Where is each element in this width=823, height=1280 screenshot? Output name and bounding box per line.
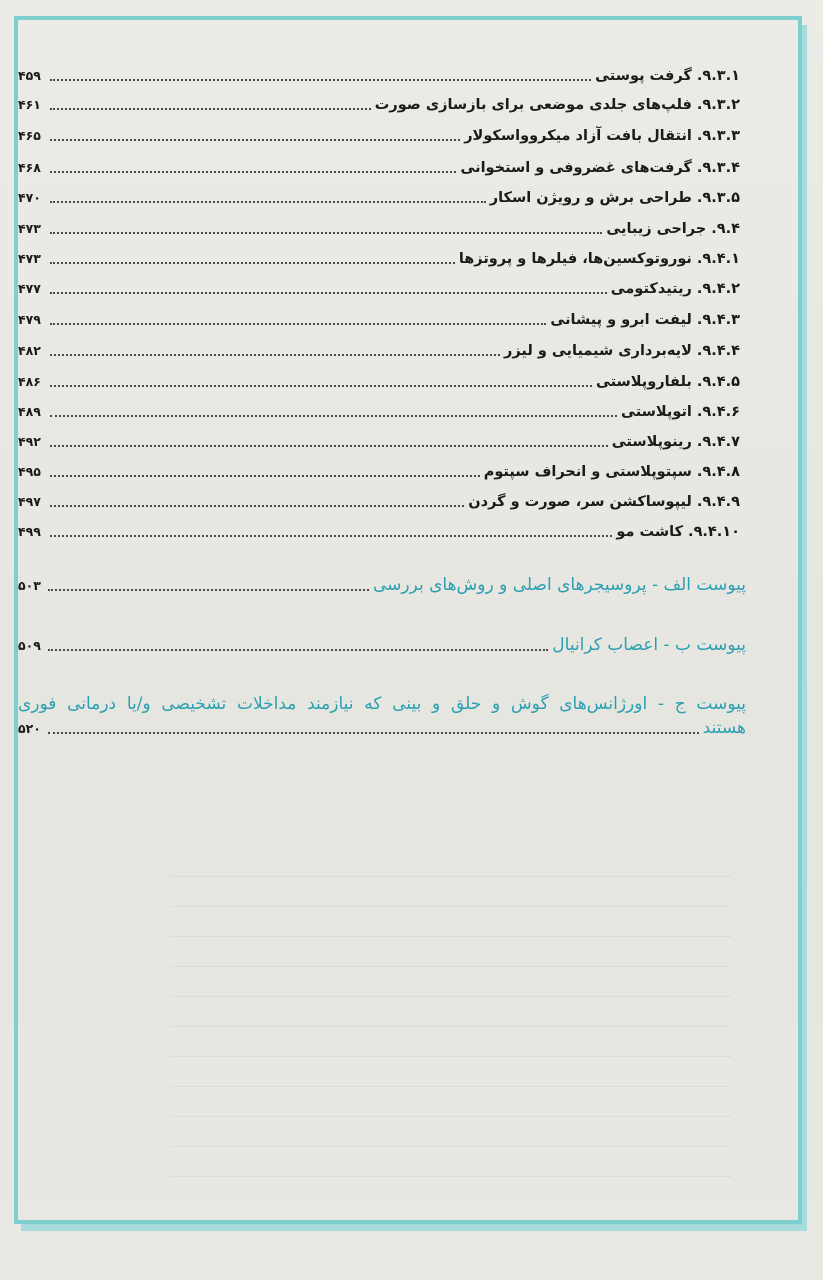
toc-entry-title: ۹.۳.۳. انتقال بافت آزاد میکروواسکولار xyxy=(464,128,740,144)
toc-entry[interactable] xyxy=(18,273,740,299)
toc-entry[interactable] xyxy=(18,335,740,361)
toc-entry-title: ۹.۴.۱. نوروتوکسین‌ها، فیلرها و پروتزها xyxy=(458,251,740,267)
toc-entry-page: ۴۹۹ xyxy=(18,524,41,539)
toc-entry-page: ۴۸۶ xyxy=(18,374,41,389)
toc-entry-title: ۹.۴.۹. لیپوساکشن سر، صورت و گردن xyxy=(468,494,740,510)
leader-dots xyxy=(48,589,369,591)
leader-dots xyxy=(50,415,617,417)
toc-entry[interactable] xyxy=(18,366,740,392)
toc-entry-title: ۹.۴.۶. اتوپلاستی xyxy=(621,404,740,420)
toc-entry-page: ۴۵۹ xyxy=(18,68,41,83)
leader-dots xyxy=(50,292,607,294)
toc-entry-title: ۹.۳.۱. گرفت پوستی xyxy=(595,68,740,84)
toc-entry[interactable] xyxy=(18,426,740,452)
toc-entry-page: ۴۷۷ xyxy=(18,281,41,296)
toc-entry[interactable] xyxy=(18,516,740,542)
leader-dots xyxy=(50,262,455,264)
toc-entry[interactable] xyxy=(18,182,740,208)
toc-entry-title: ۹.۴.۷. رینوپلاستی xyxy=(611,434,740,450)
leader-dots xyxy=(48,649,548,651)
toc-entry-page: ۴۷۳ xyxy=(18,251,41,266)
toc-entry-title: ۹.۴.۴. لایه‌برداری شیمیایی و لیزر xyxy=(504,343,740,359)
leader-dots xyxy=(50,79,591,81)
toc-entry[interactable] xyxy=(18,89,740,115)
toc-entry-title: ۹.۳.۵. طراحی برش و رویژن اسکار xyxy=(489,190,740,206)
toc-entry-page: ۴۷۳ xyxy=(18,221,41,236)
toc-entry-title: ۹.۳.۲. فلپ‌های جلدی موضعی برای بازسازی صورت xyxy=(374,97,740,113)
toc-entry-page: ۴۹۷ xyxy=(18,494,41,509)
appendix-b-page: ۵۰۹ xyxy=(18,638,41,653)
leader-dots xyxy=(50,323,546,325)
leader-dots xyxy=(50,505,464,507)
toc-entry-title: ۹.۴.۸. سپتوپلاستی و انحراف سپتوم xyxy=(483,464,740,480)
appendix-a-entry[interactable] xyxy=(18,573,746,597)
toc-entry-title: ۹.۴.۱۰. کاشت مو xyxy=(616,524,740,540)
toc-entry-page: ۴۶۵ xyxy=(18,128,41,143)
toc-entry-page: ۴۹۵ xyxy=(18,464,41,479)
leader-dots xyxy=(50,385,592,387)
leader-dots xyxy=(50,445,608,447)
toc-entry[interactable] xyxy=(18,60,740,86)
appendix-a-page: ۵۰۳ xyxy=(18,578,41,593)
toc-entry-title: ۹.۴. جراحی زیبایی xyxy=(606,221,740,237)
toc-entry[interactable] xyxy=(18,304,740,330)
toc-entry[interactable] xyxy=(18,243,740,269)
leader-dots xyxy=(50,232,602,234)
toc-entry-page: ۴۸۹ xyxy=(18,404,41,419)
leader-dots xyxy=(50,354,500,356)
toc-entry-title: ۹.۴.۲. ریتیدکتومی xyxy=(610,281,740,297)
toc-entry[interactable] xyxy=(18,396,740,422)
toc-entry-title: ۹.۴.۵. بلفاروپلاستی xyxy=(595,374,740,390)
appendix-c-title-line1[interactable]: پیوست ج - اورژانس‌های گوش و حلق و بینی که نیازمند مداخلات تشخیصی و/یا درمانی فوری xyxy=(18,694,746,714)
toc-entry-page: ۴۶۸ xyxy=(18,160,41,175)
toc-entry[interactable] xyxy=(18,152,740,178)
toc-entry-page: ۴۸۲ xyxy=(18,343,41,358)
leader-dots xyxy=(50,475,480,477)
leader-dots xyxy=(50,535,612,537)
leader-dots xyxy=(50,108,371,110)
appendix-c-entry[interactable] xyxy=(18,716,746,740)
toc-entry-page: ۴۹۲ xyxy=(18,434,41,449)
toc-entry[interactable] xyxy=(18,456,740,482)
toc-entry-title: ۹.۳.۴. گرفت‌های غضروفی و استخوانی xyxy=(460,160,740,176)
toc-entry-page: ۴۶۱ xyxy=(18,97,41,112)
toc-entry-page: ۴۷۰ xyxy=(18,190,41,205)
appendix-c-title-line2: هستند xyxy=(702,718,746,738)
toc-entry[interactable] xyxy=(18,486,740,512)
appendix-b-title: پیوست ب - اعصاب کرانیال xyxy=(552,635,746,655)
leader-dots xyxy=(50,171,456,173)
leader-dots xyxy=(50,201,486,203)
toc-entry-title: ۹.۴.۳. لیفت ابرو و پیشانی xyxy=(550,312,740,328)
appendix-b-entry[interactable] xyxy=(18,633,746,657)
toc-entry[interactable] xyxy=(18,213,740,239)
appendix-a-title: پیوست الف - پروسیجرهای اصلی و روش‌های بررسی xyxy=(372,575,746,595)
leader-dots xyxy=(48,732,699,734)
toc-entry[interactable] xyxy=(18,120,740,146)
leader-dots xyxy=(50,139,460,141)
appendix-c-page: ۵۲۰ xyxy=(18,721,41,736)
toc-entry-page: ۴۷۹ xyxy=(18,312,41,327)
